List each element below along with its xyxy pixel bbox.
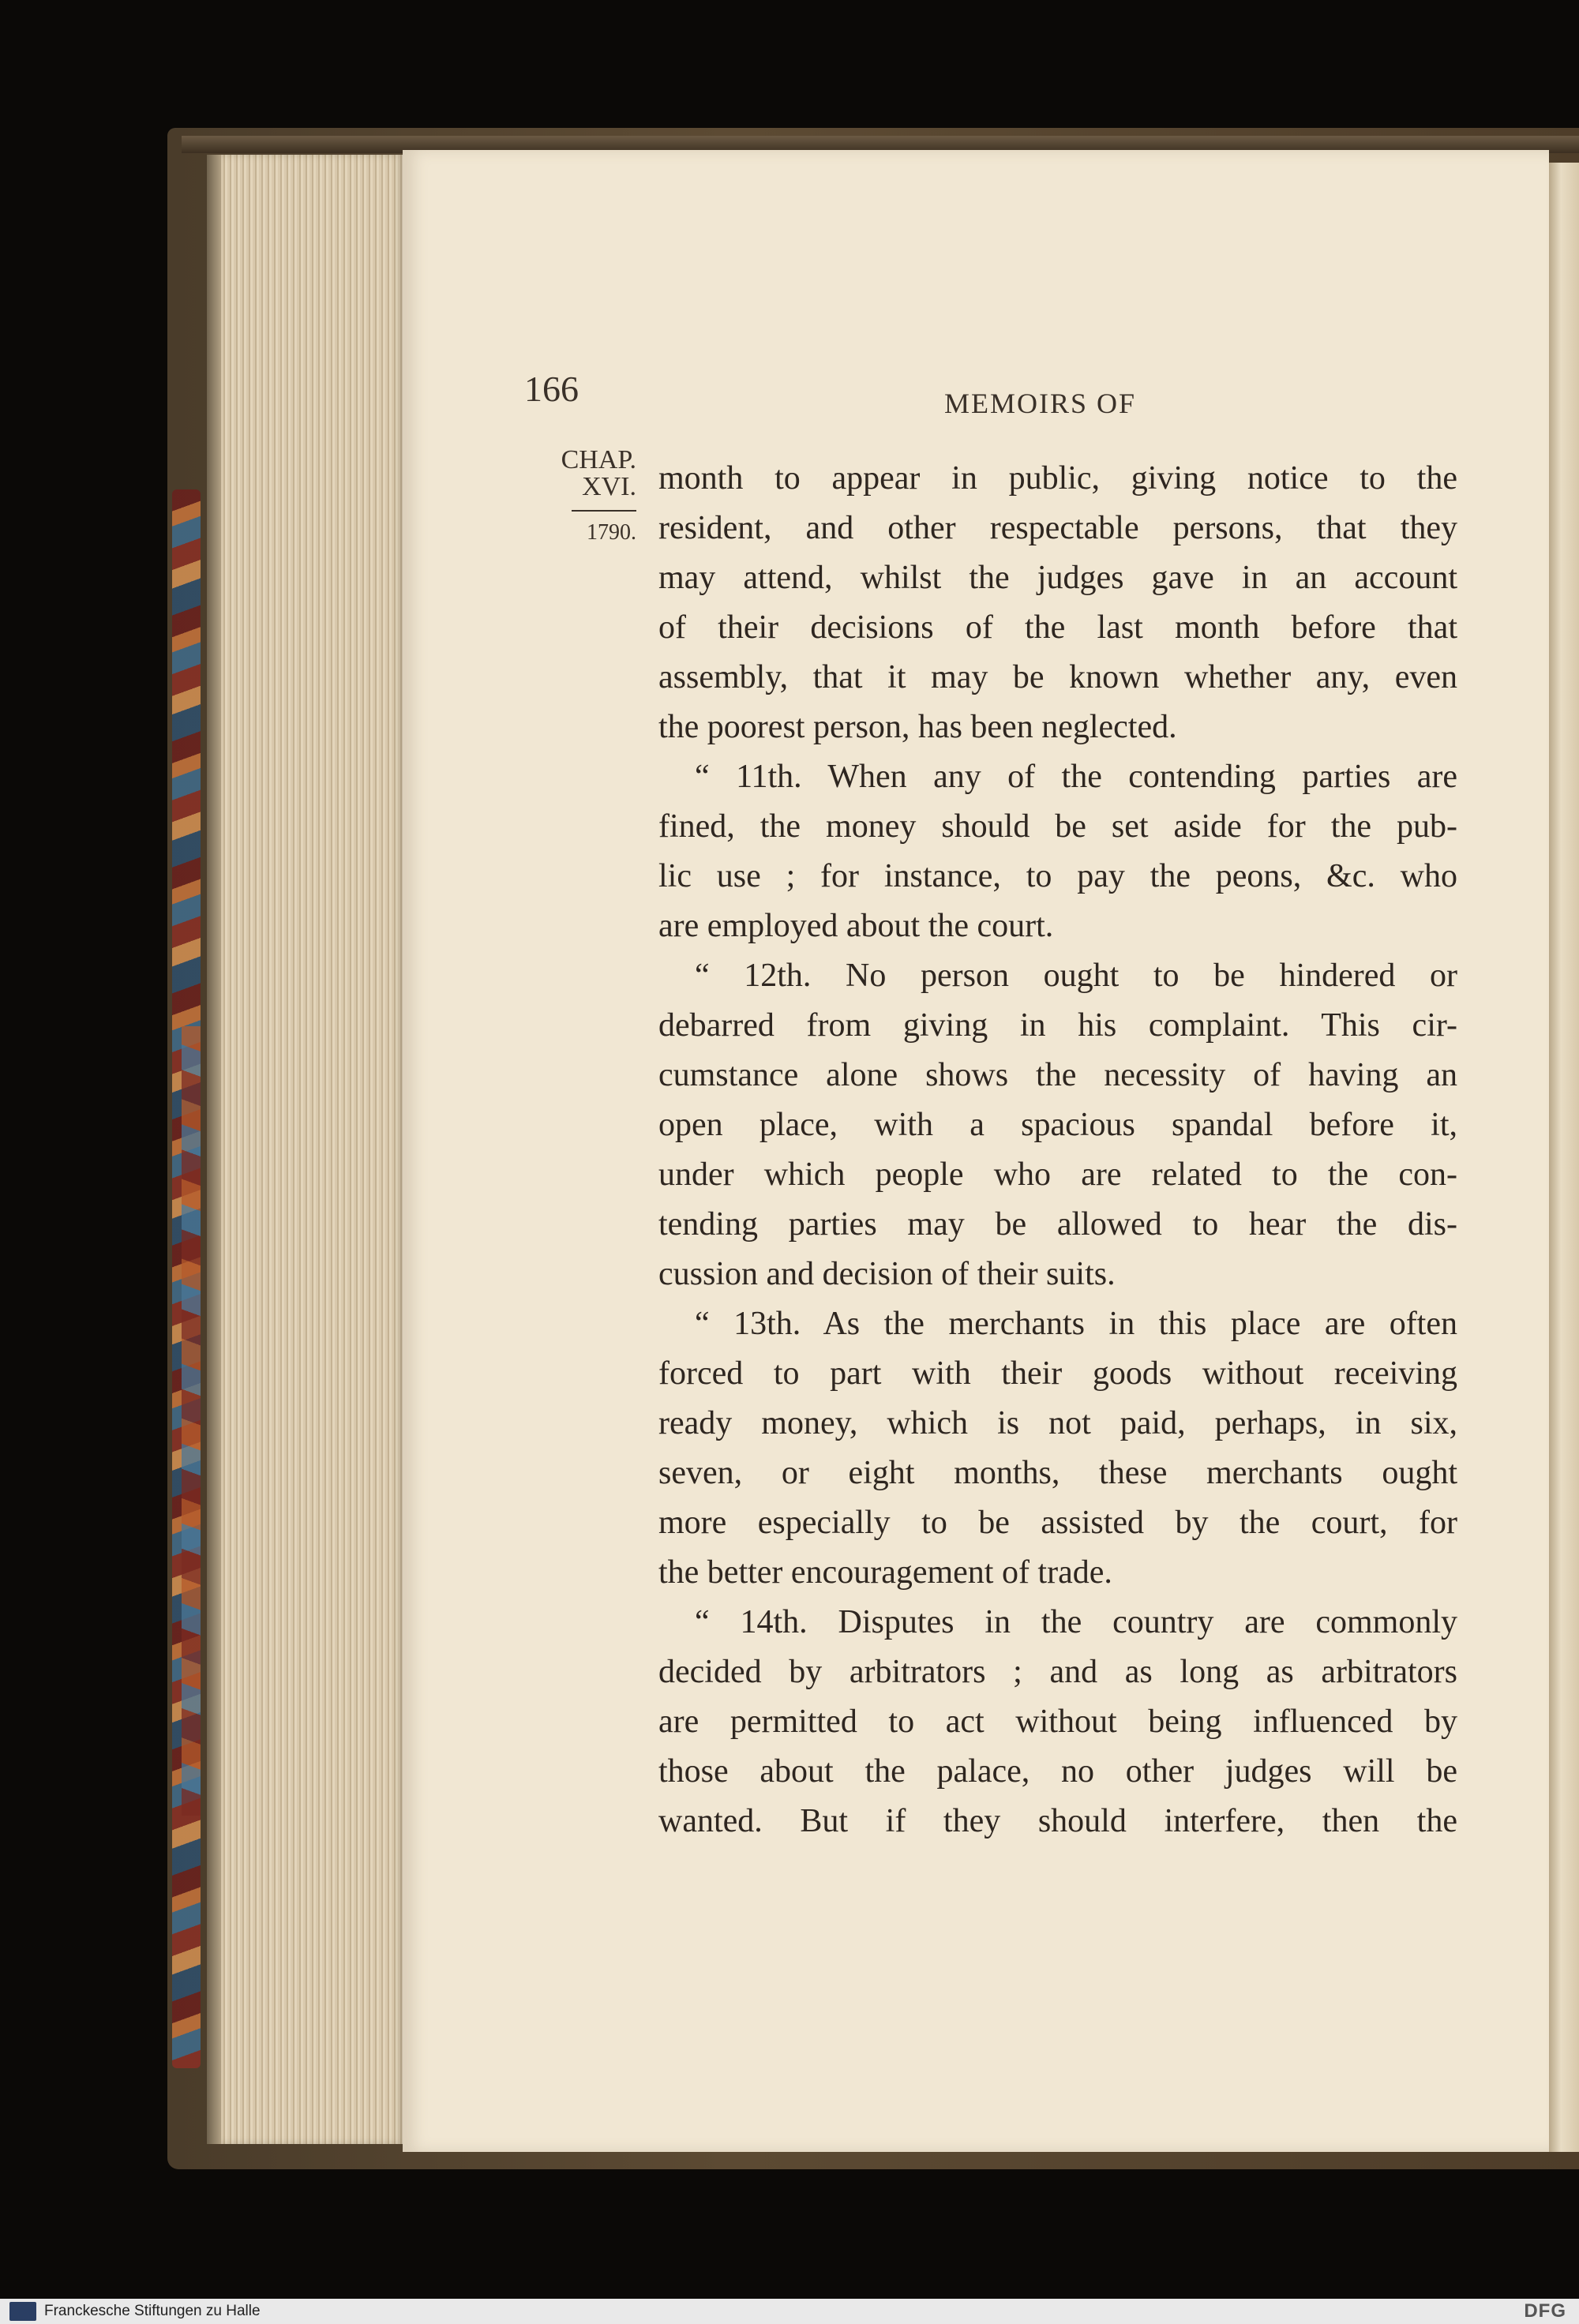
text-line: are permitted to act without being influenced by xyxy=(658,1704,1457,1740)
dfg-logo: DFG xyxy=(1524,2300,1566,2322)
text-line: resident, and other respectable persons, that they xyxy=(658,510,1457,546)
text-line: fined, the money should be set aside for the pub- xyxy=(658,808,1457,845)
text-line: of their decisions of the last month before that xyxy=(658,609,1457,646)
text-line: ready money, which is not paid, perhaps, in six, xyxy=(658,1405,1457,1441)
text-line: wanted. But if they should interfere, then the xyxy=(658,1803,1457,1839)
institution-logo-icon xyxy=(9,2302,36,2321)
text-line: cumstance alone shows the necessity of having an xyxy=(658,1057,1457,1093)
text-line: tending parties may be allowed to hear the dis- xyxy=(658,1206,1457,1243)
text-line: “ 11th. When any of the contending parties are xyxy=(695,759,1457,795)
margin-year: 1790. xyxy=(587,520,636,545)
text-line: those about the palace, no other judges will be xyxy=(658,1753,1457,1790)
text-line: “ 14th. Disputes in the country are commonly xyxy=(695,1604,1457,1640)
text-line: lic use ; for instance, to pay the peons, &c. who xyxy=(658,858,1457,894)
page-edges xyxy=(221,155,404,2144)
text-line: “ 13th. As the merchants in this place are often xyxy=(695,1306,1457,1342)
body-text xyxy=(658,454,1457,1846)
text-line: debarred from giving in his complaint. This cir- xyxy=(658,1007,1457,1044)
institution-name: Franckesche Stiftungen zu Halle xyxy=(44,2303,261,2319)
marbled-endpaper-detail xyxy=(182,1026,201,1816)
text-line: may attend, whilst the judges gave in an account xyxy=(658,560,1457,596)
chapter-number: XVI. xyxy=(582,472,636,501)
text-line: open place, with a spacious spandal before it, xyxy=(658,1107,1457,1143)
running-head: MEMOIRS OF xyxy=(944,388,1137,419)
text-line: decided by arbitrators ; and as long as arbitrators xyxy=(658,1654,1457,1690)
margin-note xyxy=(524,447,636,545)
text-line: assembly, that it may be known whether any, even xyxy=(658,659,1457,695)
text-line: seven, or eight months, these merchants ought xyxy=(658,1455,1457,1491)
text-line: under which people who are related to the con- xyxy=(658,1156,1457,1193)
text-line: “ 12th. No person ought to be hindered or xyxy=(695,958,1457,994)
text-line: the poorest person, has been neglected. xyxy=(658,709,1177,745)
text-line: more especially to be assisted by the court, for xyxy=(658,1505,1457,1541)
text-line: cussion and decision of their suits. xyxy=(658,1256,1116,1292)
margin-rule xyxy=(572,510,636,512)
facing-page-edge xyxy=(1549,163,1579,2152)
text-line: are employed about the court. xyxy=(658,908,1054,944)
page-number: 166 xyxy=(524,369,579,409)
text-line: forced to part with their goods without receiving xyxy=(658,1355,1457,1392)
text-line: the better encouragement of trade. xyxy=(658,1554,1112,1591)
text-line: month to appear in public, giving notice to the xyxy=(658,460,1457,497)
chapter-label: CHAP. xyxy=(561,445,636,474)
